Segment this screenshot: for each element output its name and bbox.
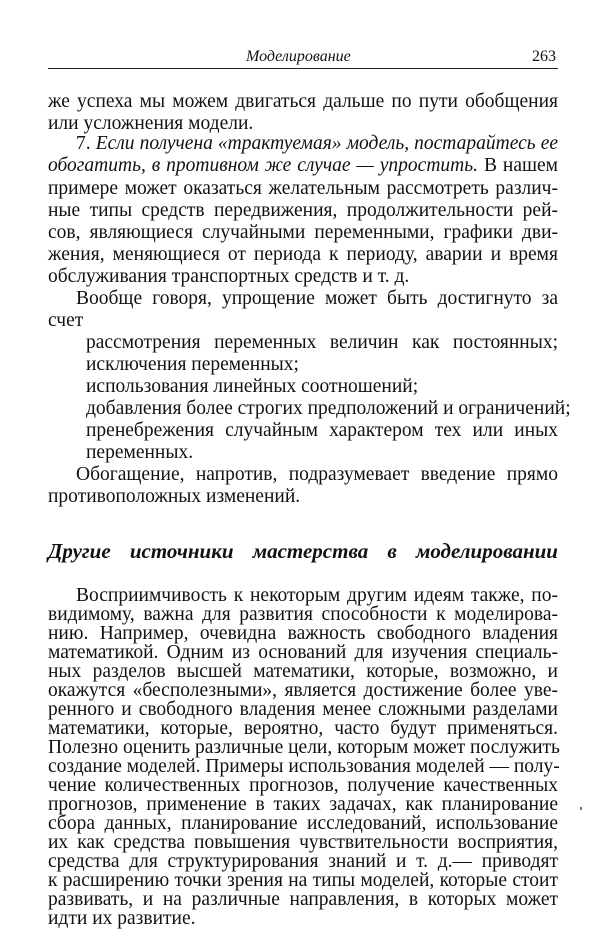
text-line: нию. Например, очевидна важность свободного владения [48,623,558,644]
page-number: 263 [532,48,556,65]
list-item: добавления более строгих предположений и ограничений; [86,398,571,419]
text-line: ных разделов высшей математики, которые, возможно, и [48,661,558,682]
italic-rule: Если получена «трактуемая» модель, постарайтесь ее [95,133,558,154]
section-heading: Другие источники мастерства в моделировании [48,539,558,563]
text-line: к расширению точки зрения на типы моделей, которые стоит [48,870,558,891]
text-line: жения, меняющиеся от периода к периоду, аварии и время [48,244,558,265]
text-line: Обогащение, напротив, подразумевает введение прямо [76,464,558,485]
text-line: развивать, и на различные направления, в которых может [48,889,558,910]
text-line: ренного и свободного владения менее сложными разделами [48,699,558,720]
scan-speck [580,807,582,810]
text-line: чение количественных прогнозов, получение качественных [48,775,558,796]
text-line: обслуживания транспортных средств и т. д. [48,266,410,287]
text-line: сбора данных, планирование исследований, использование [48,813,558,834]
text-line: окажутся «бесполезными», является достижение более уве- [48,680,558,701]
text-line: создание моделей. Примеры использования моделей — полу- [48,756,560,777]
running-title: Моделирование [246,48,351,65]
text-line: примере может оказаться желательным рассмотреть различ- [48,178,558,199]
list-item: использования линейных соотношений; [86,376,419,397]
text-fragment: В нашем [483,155,559,176]
text-line: прогнозов, применение в таких задачах, как планирование [48,794,558,815]
point-7-line [48,133,558,155]
page-header [48,46,558,69]
point-7-line [48,155,558,177]
text-line: средства для структурирования знаний и т. д.— приводят [48,851,558,872]
list-item: переменных. [86,442,194,463]
list-item: пренебрежения случайным характером тех или иных [86,420,558,441]
text-line: ные типы средств передвижения, продолжительности рей- [48,200,558,221]
list-item: рассмотрения переменных величин как постоянных; [86,332,558,353]
text-line: же успеха мы можем двигаться дальше по пути обобщения [48,91,558,112]
text-line: математики, которые, вероятно, часто будут применяться. [48,718,558,739]
text-line: математикой. Одним из оснований для изучения специаль- [48,642,558,663]
text-line: счет [48,310,84,331]
text-line: или усложнения модели. [48,113,254,134]
text-line: противоположных изменений. [48,486,301,507]
italic-rule: обогатить, в противном же случае — упростить. [48,155,478,176]
text-line: Полезно оценить различные цели, которым может послужить [48,737,560,758]
point-number: 7. [76,133,91,154]
text-line: их как средства повышения чувствительности восприятия, [48,832,558,853]
text-line: видимому, важна для развития способности к моделирова- [48,604,558,625]
text-line: Восприимчивость к некоторым другим идеям также, по- [76,585,558,606]
text-line: Вообще говоря, упрощение может быть достигнуто за [76,288,558,309]
text-line: сов, являющиеся случайными переменными, графики дви- [48,222,558,243]
list-item: исключения переменных; [86,354,299,375]
text-line: идти их развитие. [48,908,196,929]
